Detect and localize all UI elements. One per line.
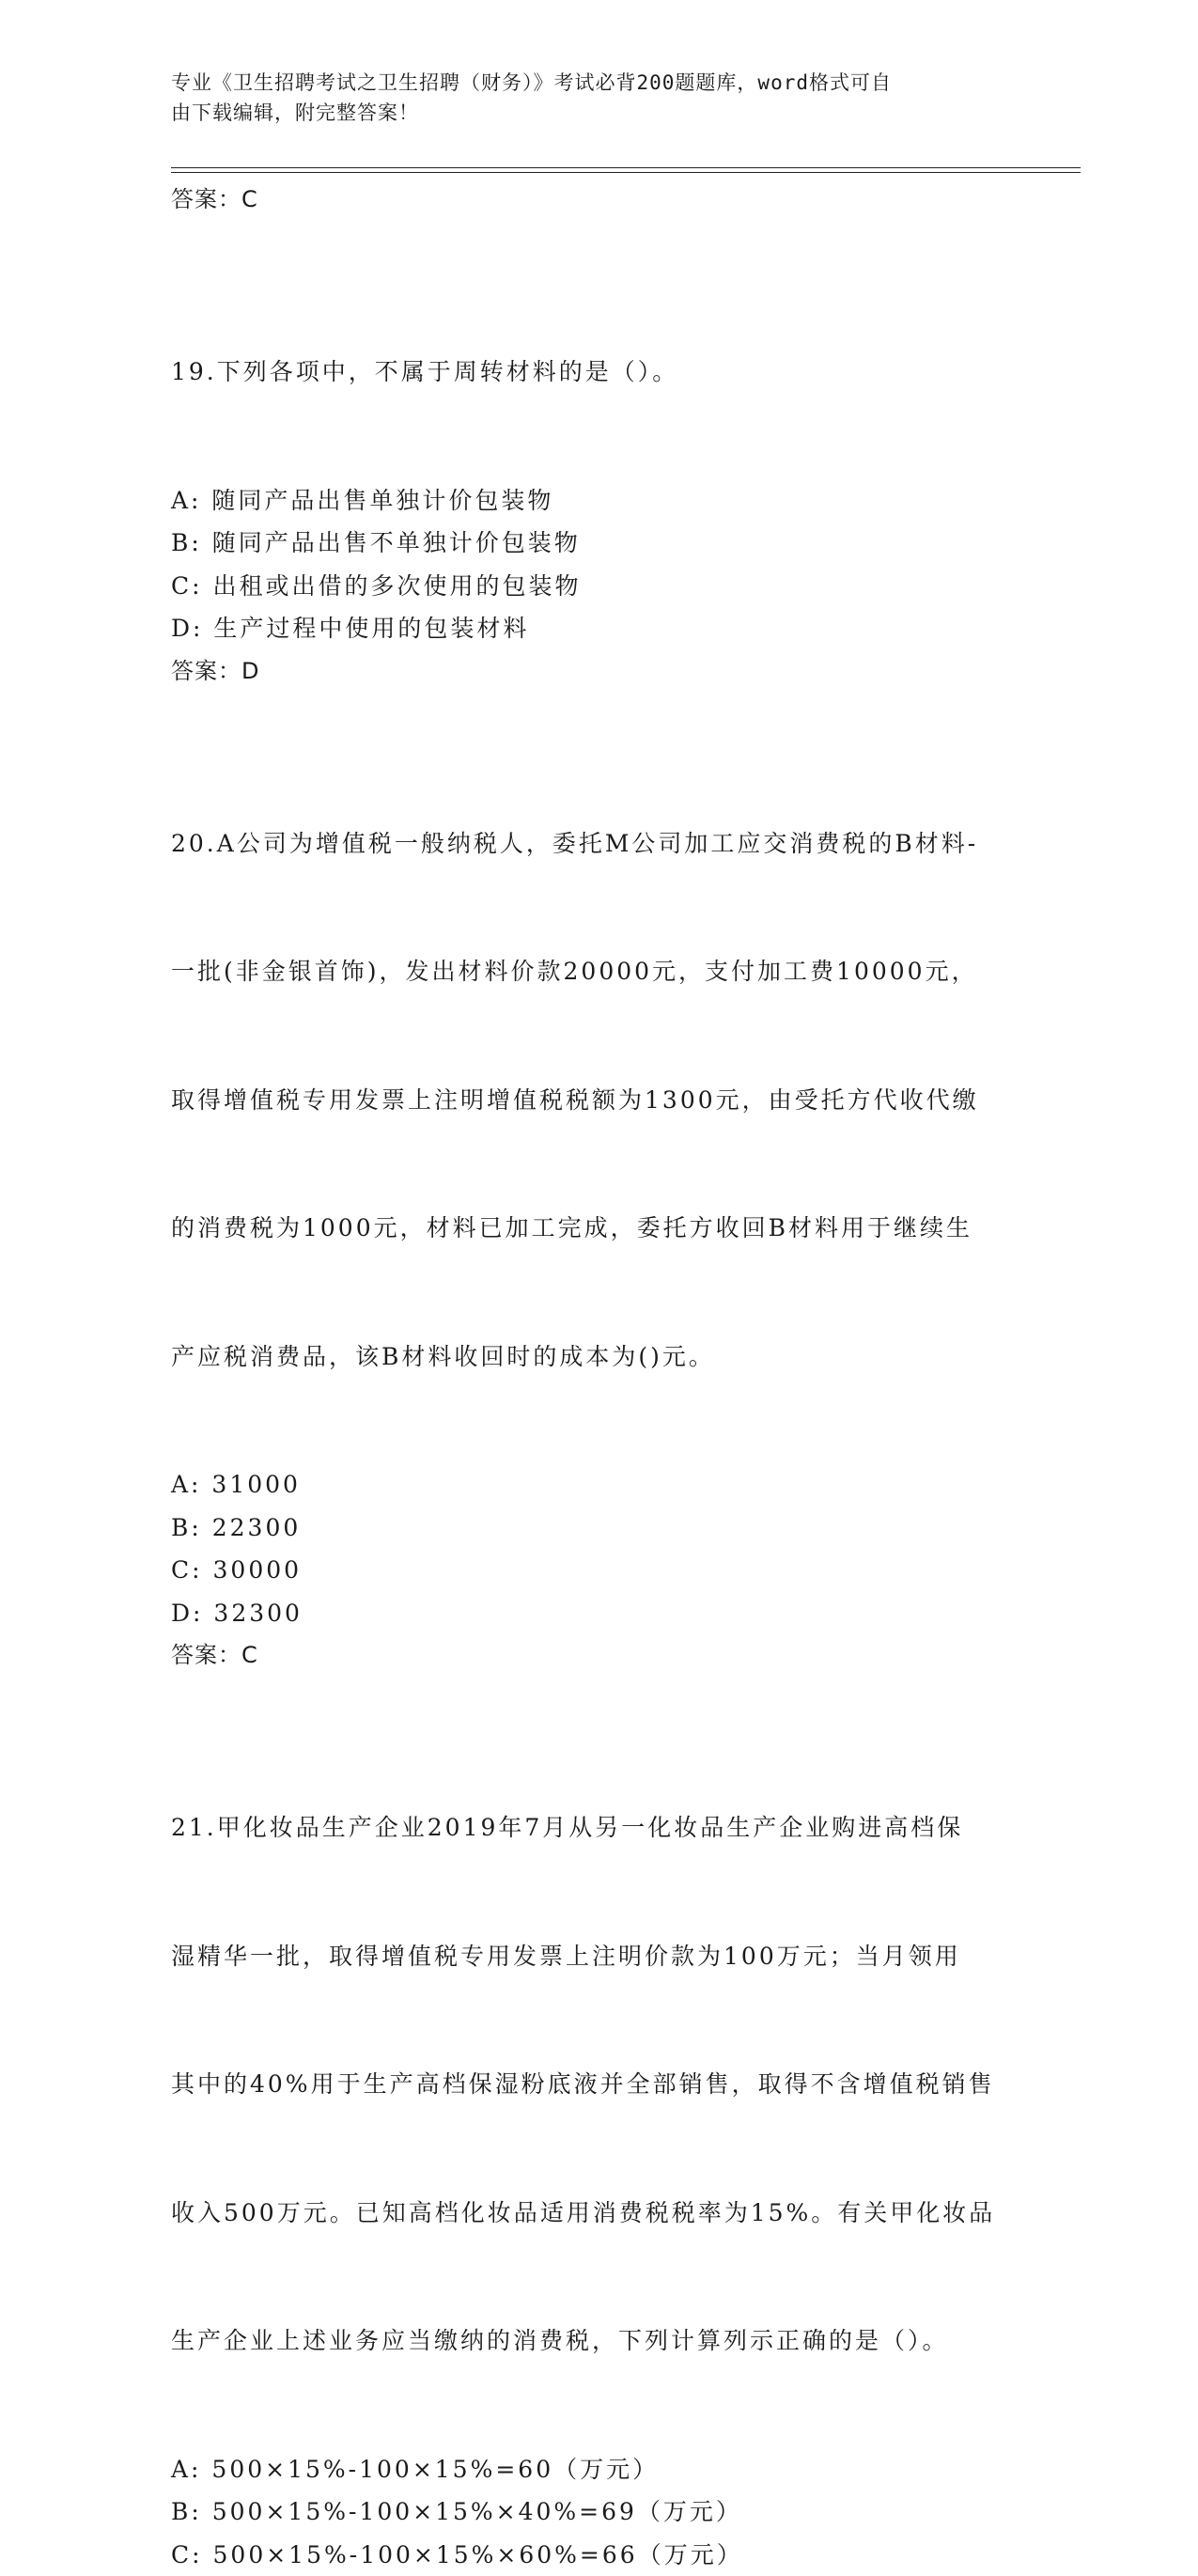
stem-line: 其中的40%用于生产高档保湿粉底液并全部销售，取得不含增值税销售 <box>171 2063 1035 2106</box>
question-20 <box>171 737 1035 1677</box>
option-letter: B: <box>171 522 202 565</box>
stem-line: 生产企业上述业务应当缴纳的消费税，下列计算列示正确的是（）。 <box>171 2319 1035 2363</box>
header-line-2: 由下载编辑，附完整答案！ <box>171 98 998 128</box>
option-a <box>171 479 1035 523</box>
option-letter: A: <box>171 479 201 523</box>
option-letter: A: <box>171 2448 201 2491</box>
option-text: 随同产品出售单独计价包装物 <box>201 487 553 514</box>
stem-line: 20.A公司为增值税一般纳税人，委托M公司加工应交消费税的B材料- <box>171 822 1035 866</box>
question-21 <box>171 1721 1035 2576</box>
option-text: 500×15%-100×15%×60%=66（万元） <box>203 2541 743 2568</box>
option-text: 生产过程中使用的包装材料 <box>203 615 529 642</box>
option-letter: B: <box>171 1507 202 1550</box>
answer-previous: 答案：C <box>171 179 1035 220</box>
option-c <box>171 2534 1035 2576</box>
option-letter: C: <box>171 2534 203 2576</box>
header-divider-bottom <box>171 172 1081 173</box>
stem-line: 一批(非金银首饰)，发出材料价款20000元，支付加工费10000元， <box>171 950 1035 993</box>
option-text: 500×15%-100×15%=60（万元） <box>201 2456 659 2483</box>
stem-line: 21.甲化妆品生产企业2019年7月从另一化妆品生产企业购进高档保 <box>171 1806 1035 1850</box>
option-letter: C: <box>171 1549 203 1592</box>
stem-line: 的消费税为1000元，材料已加工完成，委托方收回B材料用于继续生 <box>171 1207 1035 1250</box>
option-text: 22300 <box>202 1514 301 1541</box>
stem-line: 收入500万元。已知高档化妆品适用消费税税率为15%。有关甲化妆品 <box>171 2192 1035 2235</box>
question-19 <box>171 265 1035 692</box>
option-letter: B: <box>171 2490 202 2534</box>
option-a <box>171 2448 1035 2491</box>
document-header <box>171 68 998 128</box>
option-b <box>171 2490 1035 2534</box>
option-text: 32300 <box>203 1600 302 1627</box>
option-c <box>171 1549 1035 1592</box>
question-stem <box>171 1721 1035 2448</box>
stem-line: 19.下列各项中，不属于周转材料的是（）。 <box>171 351 1035 394</box>
option-d <box>171 607 1035 650</box>
option-text: 随同产品出售不单独计价包装物 <box>202 529 581 556</box>
option-text: 出租或出借的多次使用的包装物 <box>203 572 582 600</box>
question-content <box>171 179 1035 2576</box>
option-a <box>171 1463 1035 1507</box>
answer: 答案：D <box>171 650 1035 692</box>
option-b <box>171 1507 1035 1550</box>
header-divider-top <box>171 167 1081 168</box>
option-letter: D: <box>171 1592 203 1635</box>
answer: 答案：C <box>171 1634 1035 1676</box>
question-stem <box>171 265 1035 479</box>
option-letter: D: <box>171 607 203 650</box>
option-b <box>171 522 1035 565</box>
stem-line: 取得增值税专用发票上注明增值税税额为1300元，由受托方代收代缴 <box>171 1079 1035 1122</box>
question-stem <box>171 737 1035 1464</box>
option-text: 31000 <box>201 1471 300 1498</box>
option-c <box>171 565 1035 608</box>
option-letter: C: <box>171 565 203 608</box>
option-d <box>171 1592 1035 1635</box>
stem-line: 产应税消费品，该B材料收回时的成本为()元。 <box>171 1335 1035 1379</box>
option-letter: A: <box>171 1463 201 1507</box>
option-text: 500×15%-100×15%×40%=69（万元） <box>202 2498 742 2525</box>
stem-line: 湿精华一批，取得增值税专用发票上注明价款为100万元；当月领用 <box>171 1935 1035 1978</box>
header-line-1: 专业《卫生招聘考试之卫生招聘（财务）》考试必背200题题库，word格式可自 <box>171 68 998 98</box>
option-text: 30000 <box>203 1556 302 1584</box>
